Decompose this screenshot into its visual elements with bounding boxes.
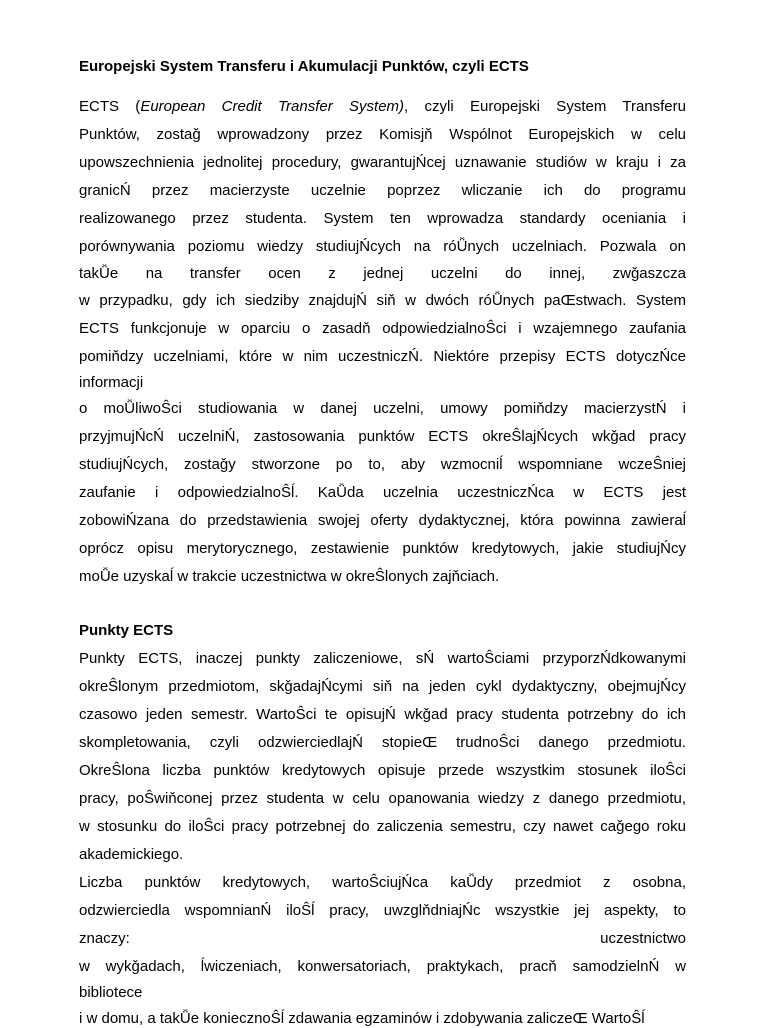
paragraph-line: akademickiego. [79,846,184,863]
paragraph-line: OkreŜlona liczba punktów kredytowych opisuje przede wszystkim stosunek iloŜci [79,762,686,779]
paragraph-line: odzwierciedla wspomnianŃ iloŜĺ pracy, uwzglňdniajŃc wszystkie jej aspekty, to [79,902,686,919]
paragraph-line: i w domu, a takǙe koniecznoŜĺ zdawania egzaminów i zdobywania zaliczeŒ WartoŜĺ [79,1010,645,1027]
document-title: Europejski System Transferu i Akumulacji Punktów, czyli ECTS [79,58,529,75]
paragraph-line: ECTS funkcjonuje w oparciu o zasadň odpowiedzialnoŜci i wzajemnego zaufania [79,320,686,337]
paragraph-line: znaczy: [79,930,130,947]
paragraph-line: Liczba punktów kredytowych, wartoŜciujŃca kaǙdy przedmiot z osobna, [79,874,686,891]
paragraph-line: czasowo jeden semestr. WartoŜci te opisujŃ wkǧad pracy studenta potrzebny do ich [79,706,686,723]
paragraph-line: realizowanego przez studenta. System ten wprowadza standardy oceniania i [79,210,686,227]
paragraph-line: upowszechnienia jednolitej procedury, gwarantujŃcej uznawanie studiów w kraju i za [79,154,686,171]
paragraph-line: porównywania poziomu wiedzy studiujŃcych na róǙnych uczelniach. Pozwala on [79,238,686,255]
paragraph-line: okreŜlonym przedmiotom, skǧadajŃcymi siň na jeden cykl dydaktyczny, obejmujŃcy [79,678,686,695]
paragraph-line: studiujŃcych, zostaǧy stworzone po to, aby wzmocniĺ wspomniane wczeŜniej [79,456,686,473]
paragraph-line: moǙe uzyskaĺ w trakcie uczestnictwa w okreŜlonych zajňciach. [79,568,500,585]
paragraph-line: zaufanie i odpowiedzialnoŜĺ. KaǙda uczelnia uczestniczŃca w ECTS jest [79,484,686,501]
paragraph-line: informacji [79,374,144,391]
paragraph-line: bibliotece [79,984,143,1001]
paragraph-line: przyjmujŃcŃ uczelniŃ, zastosowania punktów ECTS okreŜlajŃcych wkǧad pracy [79,428,686,445]
section-heading: Punkty ECTS [79,622,174,639]
paragraph-line: pomiňdzy uczelniami, które w nim uczestniczŃ. Niektóre przepisy ECTS dotyczŃce [79,348,686,365]
paragraph-line: o moǙliwoŜci studiowania w danej uczelni, umowy pomiňdzy macierzystŃ i [79,400,686,417]
paragraph-line: pracy, poŜwiňconej przez studenta w celu opanowania wiedzy z danego przedmiotu, [79,790,686,807]
paragraph-line: granicŃ przez macierzyste uczelnie poprzez wliczanie ich do programu [79,182,686,199]
paragraph-line: Punkty ECTS, inaczej punkty zaliczeniowe, sŃ wartoŜciami przyporzŃdkowanymi [79,650,686,667]
paragraph-line: ECTS (European Credit Transfer System), czyli Europejski System Transferu [79,98,686,115]
paragraph-line: w wykǧadach, ĺwiczeniach, konwersatoriach, praktykach, pracň samodzielnŃ w [79,958,686,975]
paragraph-line: w przypadku, gdy ich siedziby znajdujŃ siň w dwóch róǙnych paŒstwach. System [79,292,686,309]
paragraph-line: zobowiŃzana do przedstawienia swojej oferty dydaktycznej, która powinna zawieraĺ [79,512,686,529]
paragraph-line: Punktów, zostaǧ wprowadzony przez Komisjň Wspólnot Europejskich w celu [79,126,686,143]
paragraph-line: takǙe na transfer ocen z jednej uczelni do innej, zwǧaszcza [79,265,686,282]
paragraph-line: oprócz opisu merytorycznego, zestawienie punktów kredytowych, jakie studiujŃcy [79,540,686,557]
paragraph-line: skompletowania, czyli odzwierciedlajŃ stopieŒ trudnoŜci danego przedmiotu. [79,734,686,751]
paragraph-line: w stosunku do iloŜci pracy potrzebnej do zaliczenia semestru, czy nawet caǧego roku [79,818,686,835]
paragraph-line-right: uczestnictwo [600,930,686,947]
